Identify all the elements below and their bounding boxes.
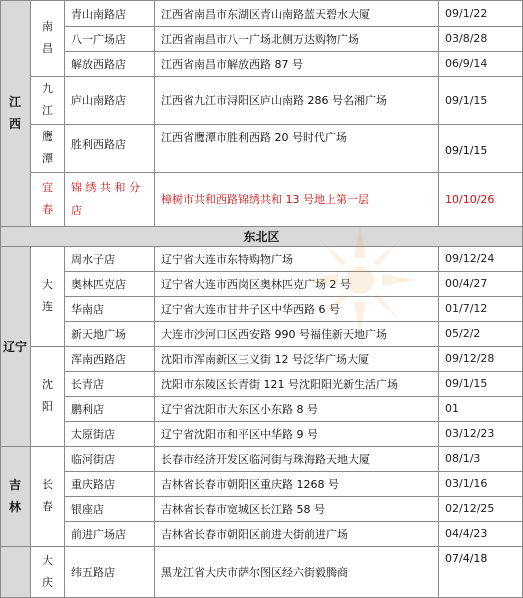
grid-line: [0, 546, 523, 547]
store-name: [65, 172, 154, 226]
store-address: 大连市沙河口区西安路 990 号福佳新天地广场: [161, 327, 387, 341]
city-char: 昌: [42, 42, 53, 55]
province-jilin: [0, 446, 30, 546]
city-char: 连: [42, 300, 53, 313]
store-address: 吉林省长春市朝阳区前进大街前进广场: [161, 527, 348, 541]
city-char: 长: [42, 478, 53, 491]
grid-line: [30, 124, 523, 125]
store-name: 前进广场店: [71, 527, 126, 541]
grid-line: [64, 26, 523, 27]
open-date: 01/7/12: [445, 302, 488, 315]
store-address: 沈阳市东陵区长青街 121 号沈阳阳光新生活广场: [161, 377, 398, 391]
grid-line: [64, 521, 523, 522]
grid-line: [0, 0, 1, 598]
city-char: 阳: [42, 400, 53, 413]
open-date: 02/12/25: [445, 502, 495, 515]
store-name: 八一广场店: [71, 32, 126, 46]
province-heilongjiang: [0, 546, 30, 598]
open-date: 09/1/15: [445, 93, 488, 107]
city-char: 沈: [42, 378, 53, 391]
store-name: 庐山南路店: [71, 94, 126, 107]
province-char: 林: [8, 500, 21, 514]
region-header: 东北区: [0, 226, 523, 246]
store-address: 樟树市共和西路锦绣共和 13 号地上第一层: [161, 193, 369, 206]
store-address: 江西省九江市浔阳区庐山南路 286 号名湘广场: [161, 94, 387, 107]
grid-line: [64, 471, 523, 472]
city-char: 宜: [42, 181, 53, 194]
grid-line: [0, 226, 523, 227]
province-liaoning: [0, 246, 30, 446]
store-name: 华南店: [71, 302, 104, 316]
store-address: 辽宁省大连市西岗区奥林匹克广场 2 号: [161, 277, 351, 291]
open-date: 10/10/26: [445, 192, 495, 206]
grid-line: [0, 446, 523, 447]
store-name: 长青店: [71, 377, 104, 391]
store-name: [65, 124, 154, 172]
open-date: 09/1/22: [445, 7, 488, 20]
grid-line: [64, 421, 523, 422]
store-address: 沈阳市浑南新区三义街 12 号泛华广场大厦: [161, 352, 369, 366]
store-name: 新天地广场: [71, 327, 126, 341]
grid-line: [64, 321, 523, 322]
store-name: 银座店: [71, 502, 104, 516]
store-address: 长春市经济开发区临河街与珠海路天地大厦: [161, 452, 370, 466]
city-char: 九: [42, 82, 53, 95]
open-date: 01: [445, 402, 459, 415]
store-name-text: 胜利西路店: [71, 138, 126, 151]
store-address: 辽宁省大连市甘井子区中华西路 6 号: [161, 302, 340, 316]
city-char: 庆: [42, 576, 53, 589]
grid-line: [64, 51, 523, 52]
grid-line: [64, 496, 523, 497]
grid-line: [64, 371, 523, 372]
open-date: 03/12/23: [445, 427, 495, 440]
city-char: 南: [42, 20, 53, 33]
store-name: 解放西路店: [71, 57, 126, 71]
city-jiujiang: [31, 76, 64, 124]
province-char: 吉: [8, 478, 21, 492]
open-date-text: 07/4/18: [445, 552, 488, 565]
store-address: 江西省南昌市八一广场北侧万达购物广场: [161, 32, 359, 46]
store-address: 辽宁省沈阳市大东区小东路 8 号: [161, 402, 318, 416]
store-address: 辽宁省沈阳市和平区中华路 9 号: [161, 427, 318, 441]
city-shenyang: [31, 346, 64, 446]
city-dalian: [31, 246, 64, 346]
open-date: 03/8/28: [445, 32, 488, 45]
store-name-line: 锦 绣 共 和 分: [71, 181, 140, 194]
grid-line: [64, 296, 523, 297]
open-date: 05/2/2: [445, 327, 481, 340]
store-name: 太原街店: [71, 427, 115, 441]
grid-line: [438, 0, 439, 226]
open-date: 09/12/24: [445, 252, 495, 265]
store-name-line: 店: [71, 204, 82, 217]
city-char: 春: [42, 203, 53, 216]
store-name: 重庆路店: [71, 477, 115, 491]
city-daqing: [31, 546, 64, 598]
store-address: [155, 124, 438, 172]
grid-line: [64, 396, 523, 397]
grid-line: [64, 0, 65, 226]
open-date-text: 09/1/15: [445, 144, 488, 157]
grid-line: [64, 271, 523, 272]
store-address: 辽宁省大连市东特购物广场: [161, 252, 293, 266]
grid-line: [30, 0, 31, 226]
open-date: 00/4/27: [445, 277, 488, 290]
city-char: 鹰: [42, 130, 53, 143]
grid-line: [0, 246, 523, 247]
open-date: 03/1/16: [445, 477, 488, 490]
open-date: 09/12/28: [445, 352, 495, 365]
city-char: 潭: [42, 152, 53, 165]
city-char: 大: [42, 278, 53, 291]
store-name: 奥林匹克店: [71, 277, 126, 291]
store-address: 吉林省长春市朝阳区重庆路 1268 号: [161, 477, 339, 491]
city-yichun: [31, 172, 64, 226]
province-char: 西: [8, 117, 21, 131]
store-address: 吉林省长春市宽城区长江路 58 号: [161, 502, 325, 516]
city-yingtan: [31, 124, 64, 172]
city-char: 江: [42, 104, 53, 117]
grid-line: [0, 0, 523, 1]
open-date: [439, 546, 522, 598]
open-date: 04/4/23: [445, 527, 488, 540]
city-changchun: [31, 446, 64, 546]
open-date: [439, 124, 522, 172]
store-name: 临河街店: [71, 452, 115, 466]
grid-line: [154, 0, 155, 226]
store-address: 江西省南昌市东湖区青山南路蓝天碧水大厦: [161, 7, 370, 21]
grid-line: [30, 76, 523, 77]
province-char: 江: [8, 95, 21, 109]
open-date: 08/1/3: [445, 452, 481, 465]
grid-line: [30, 346, 523, 347]
province-label: 辽宁: [2, 339, 27, 354]
province-jiangxi: [0, 0, 30, 226]
store-name: 鹏利店: [71, 402, 104, 416]
city-nanchang: [31, 0, 64, 76]
store-address-text: 江西省鹰潭市胜利西路 20 号时代广场: [161, 131, 347, 144]
open-date: 06/9/14: [445, 57, 488, 70]
store-name: 浑南西路店: [71, 352, 126, 366]
city-char: 大: [42, 554, 53, 567]
store-name: 纬五路店: [71, 566, 115, 579]
open-date: 09/1/15: [445, 377, 488, 390]
store-name: 青山南路店: [71, 7, 126, 21]
city-char: 春: [42, 500, 53, 513]
store-address: 江西省南昌市解放西路 87 号: [161, 57, 303, 71]
grid-line: [30, 172, 523, 173]
store-name: 周水子店: [71, 252, 115, 266]
store-address: 黑龙江省大庆市萨尔图区经六街毅腾商: [161, 566, 348, 579]
